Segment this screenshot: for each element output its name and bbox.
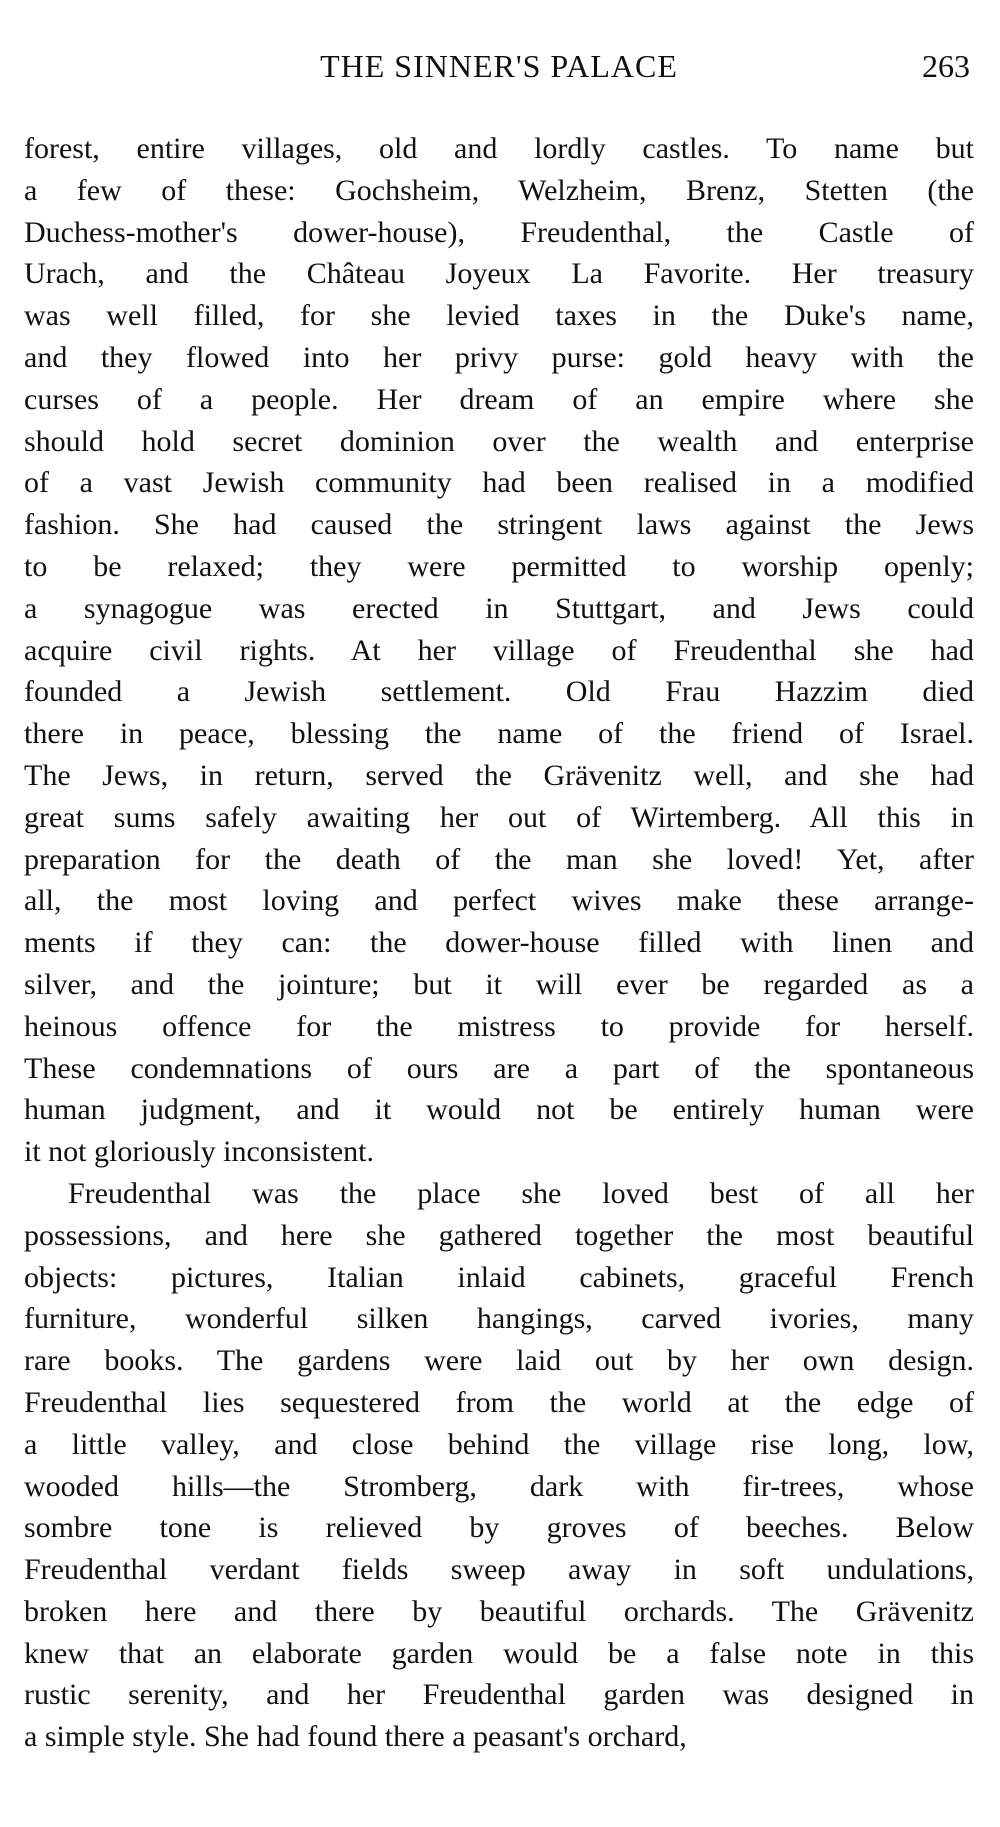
text-line: Freudenthal verdant fields sweep away in soft undulations,: [24, 1553, 974, 1587]
text-line: human judgment, and it would not be entirely human were: [24, 1093, 974, 1127]
text-line: silver, and the jointure; but it will ever be regarded as a: [24, 967, 974, 1001]
text-line: broken here and there by beautiful orchards. The Grävenitz: [24, 1594, 974, 1628]
text-line: a little valley, and close behind the village rise long, low,: [24, 1427, 974, 1461]
text-line: These condemnations of ours are a part of the spontaneous: [24, 1051, 974, 1085]
text-line: of a vast Jewish community had been realised in a modified: [24, 466, 974, 500]
running-head: [24, 40, 974, 90]
text-line: ments if they can: the dower-house filled with linen and: [24, 926, 974, 960]
text-line: wooded hills—the Stromberg, dark with fir-trees, whose: [24, 1469, 974, 1503]
text-line: great sums safely awaiting her out of Wirtemberg. All this in: [24, 800, 974, 834]
text-line: Urach, and the Château Joyeux La Favorite. Her treasury: [24, 257, 974, 291]
text-line: was well filled, for she levied taxes in the Duke's name,: [24, 299, 974, 333]
text-line: a synagogue was erected in Stuttgart, and Jews could: [24, 591, 974, 625]
text-line: possessions, and here she gathered together the most beautiful: [24, 1218, 974, 1252]
paragraph: [24, 128, 974, 1173]
text-line: all, the most loving and perfect wives make these arrange-: [24, 884, 974, 918]
text-line: Freudenthal was the place she loved best of all her: [68, 1176, 974, 1210]
text-line: there in peace, blessing the name of the friend of Israel.: [24, 717, 974, 751]
text-line: founded a Jewish settlement. Old Frau Hazzim died: [24, 675, 974, 709]
text-line: sombre tone is relieved by groves of beeches. Below: [24, 1511, 974, 1545]
text-line: should hold secret dominion over the wealth and enterprise: [24, 424, 974, 458]
body-text: [24, 128, 974, 1758]
book-page: [24, 40, 974, 1758]
running-title: THE SINNER'S PALACE: [320, 48, 678, 84]
text-line: objects: pictures, Italian inlaid cabinets, graceful French: [24, 1260, 974, 1294]
text-line: a few of these: Gochsheim, Welzheim, Brenz, Stetten (the: [24, 173, 974, 207]
text-line: heinous offence for the mistress to provide for herself.: [24, 1009, 974, 1043]
text-line: a simple style. She had found there a peasant's orchard,: [24, 1720, 687, 1754]
text-line: curses of a people. Her dream of an empire where she: [24, 382, 974, 416]
text-line: it not gloriously inconsistent.: [24, 1135, 374, 1169]
page-number: 263: [922, 48, 970, 84]
paragraph: [24, 1173, 974, 1758]
text-line: and they flowed into her privy purse: gold heavy with the: [24, 340, 974, 374]
text-line: knew that an elaborate garden would be a false note in this: [24, 1636, 974, 1670]
text-line: fashion. She had caused the stringent laws against the Jews: [24, 508, 974, 542]
text-line: acquire civil rights. At her village of Freudenthal she had: [24, 633, 974, 667]
text-line: to be relaxed; they were permitted to worship openly;: [24, 549, 974, 583]
text-line: rustic serenity, and her Freudenthal garden was designed in: [24, 1678, 974, 1712]
text-line: furniture, wonderful silken hangings, carved ivories, many: [24, 1302, 974, 1336]
text-line: forest, entire villages, old and lordly castles. To name but: [24, 132, 974, 165]
text-line: rare books. The gardens were laid out by her own design.: [24, 1344, 974, 1378]
text-line: preparation for the death of the man she loved! Yet, after: [24, 842, 974, 876]
text-line: The Jews, in return, served the Grävenitz well, and she had: [24, 758, 974, 792]
text-line: Duchess-mother's dower-house), Freudenthal, the Castle of: [24, 215, 974, 249]
text-line: Freudenthal lies sequestered from the world at the edge of: [24, 1385, 974, 1419]
